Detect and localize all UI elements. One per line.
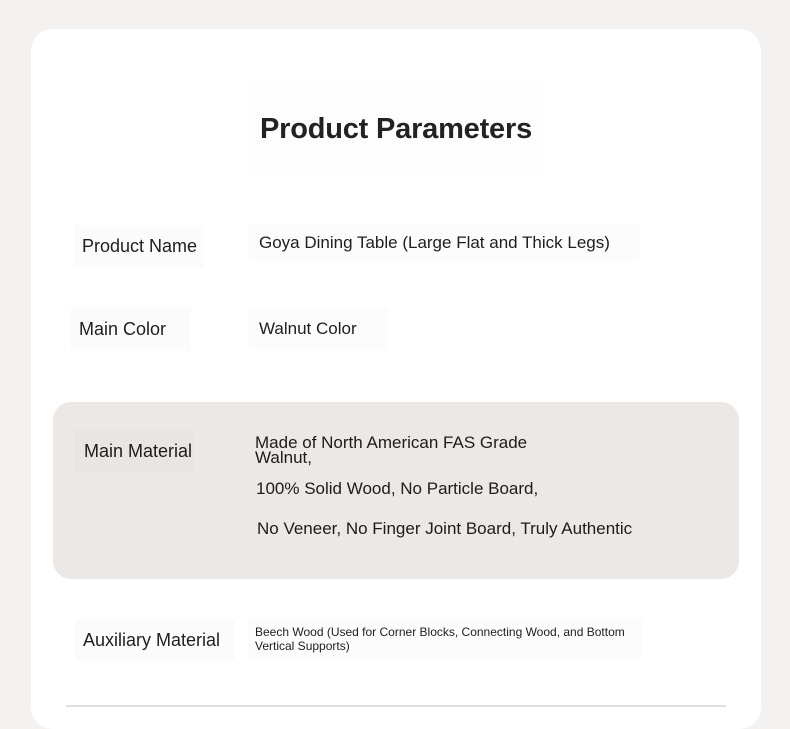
auxiliary-material-label: Auxiliary Material: [75, 619, 235, 661]
product-name-label: Product Name: [74, 225, 204, 267]
main-material-line-4: No Veneer, No Finger Joint Board, Truly Authentic: [257, 519, 633, 538]
main-material-line-3: 100% Solid Wood, No Particle Board,: [256, 479, 539, 498]
main-color-label: Main Color: [71, 307, 191, 351]
page-title: Product Parameters: [249, 82, 543, 176]
main-material-label: Main Material: [74, 430, 194, 472]
main-color-value: Walnut Color: [249, 308, 389, 350]
main-material-line-2: Walnut,: [255, 448, 313, 467]
auxiliary-material-value: Beech Wood (Used for Corner Blocks, Connecting Wood, and Bottom Vertical Supports): [248, 618, 642, 658]
main-material-line-1: Made of North American FAS Grade: [255, 433, 528, 452]
product-name-value: Goya Dining Table (Large Flat and Thick Legs): [249, 224, 639, 262]
